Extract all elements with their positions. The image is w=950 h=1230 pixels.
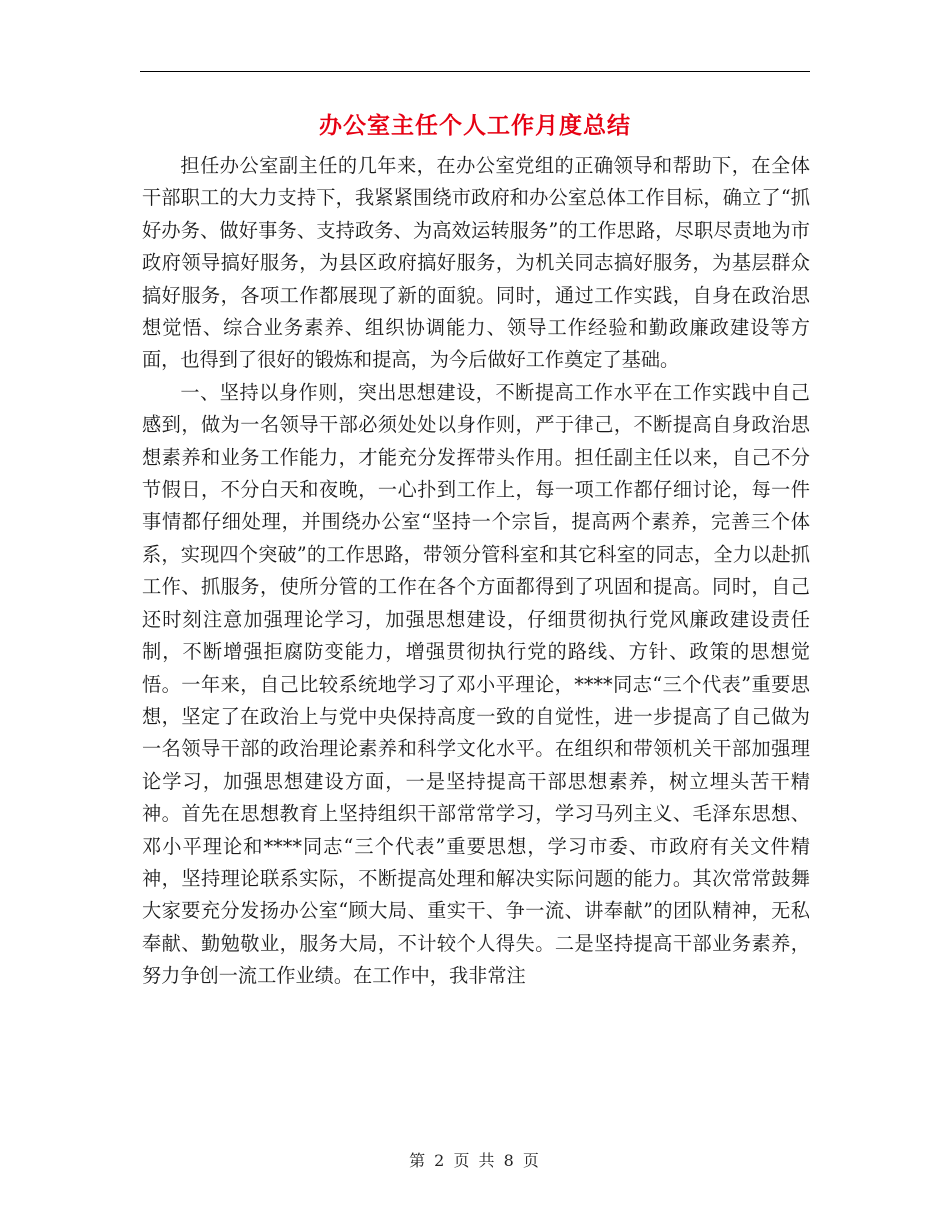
body-paragraph-section-one: 一、坚持以身作则，突出思想建设，不断提高工作水平在工作实践中自己感到，做为一名领导干部必须处处以身作则，严于律己，不断提高自身政治思想素养和业务工作能力，才能充分发挥带头作用。担任副主任以来，自己不分节假日，不分白天和夜晚，一心扑到工作上，每一项工作都仔细讨论，每一件事情都仔细处理，并围绕办公室“坚持一个宗旨，提高两个素养，完善三个体系，实现四个突破”的工作思路，带领分管科室和其它科室的同志，全力以赴抓工作、抓服务，使所分管的工作在各个方面都得到了巩固和提高。同时，自己还时刻注意加强理论学习，加强思想建设，仔细贯彻执行党风廉政建设责任制，不断增强拒腐防变能力，增强贯彻执行党的路线、方针、政策的思想觉悟。一年来，自己比较系统地学习了邓小平理论，****同志“三个代表”重要思想，坚定了在政治上与党中央保持高度一致的自觉性，进一步提高了自己做为一名领导干部的政治理论素养和科学文化水平。在组织和带领机关干部加强理论学习，加强思想建设方面，一是坚持提高干部思想素养，树立埋头苦干精神。首先在思想教育上坚持组织干部常常学习，学习马列主义、毛泽东思想、邓小平理论和****同志“三个代表”重要思想，学习市委、市政府有关文件精神，坚持理论联系实际，不断提高处理和解决实际问题的能力。其次常常鼓舞大家要充分发扬办公室“顾大局、重实干、争一流、讲奉献”的团队精神，无私奉献、勤勉敬业，服务大局，不计较个人得失。二是坚持提高干部业务素养，努力争创一流工作业绩。在工作中，我非常注 — [142, 380, 810, 988]
document-body — [142, 150, 810, 993]
page-number: 第 2 页 共 8 页 — [409, 1151, 541, 1170]
header-rule — [140, 71, 810, 72]
body-paragraph-intro: 担任办公室副主任的几年来，在办公室党组的正确领导和帮助下，在全体干部职工的大力支持下，我紧紧围绕市政府和办公室总体工作目标，确立了“抓好办务、做好事务、支持政务、为高效运转服务”的工作思路，尽职尽责地为市政府领导搞好服务，为县区政府搞好服务，为机关同志搞好服务，为基层群众搞好服务，各项工作都展现了新的面貌。同时，通过工作实践，自身在政治思想觉悟、综合业务素养、组织协调能力、领导工作经验和勤政廉政建设等方面，也得到了很好的锻炼和提高，为今后做好工作奠定了基础。 — [142, 154, 810, 372]
document-title: 办公室主任个人工作月度总结 — [319, 112, 631, 139]
